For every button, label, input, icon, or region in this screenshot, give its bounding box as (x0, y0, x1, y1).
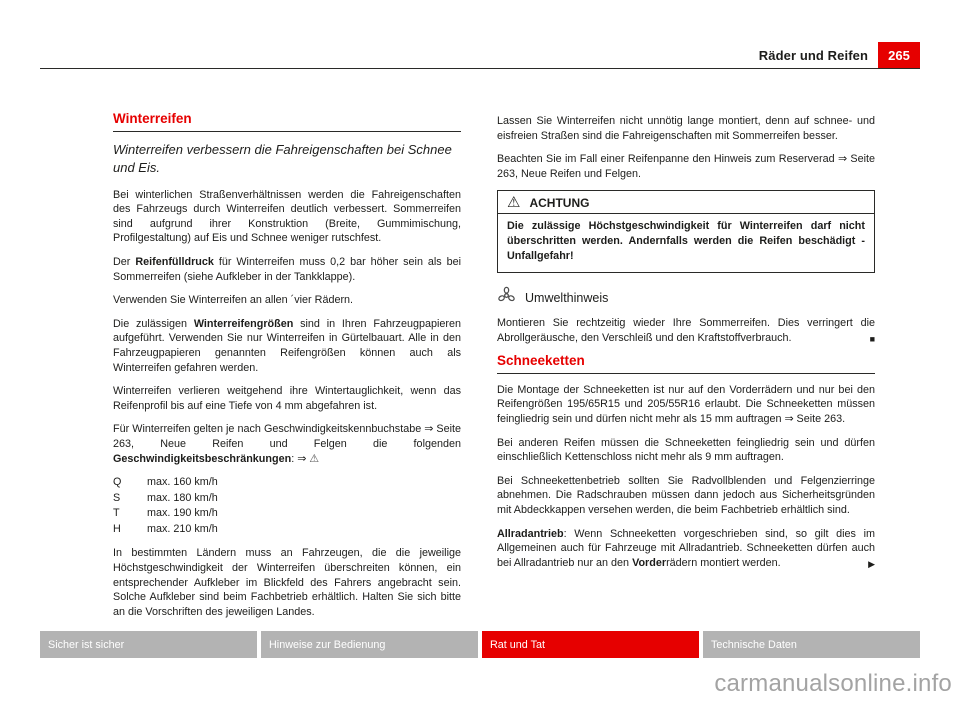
eco-note (497, 286, 875, 345)
paragraph: Bei winterlichen Straßenverhältnissen werden die Fahreigenschaften des Fahrzeugs durch Winterreifen deutlich verbessert. Sommerreifen sind aufgrund ihrer Konstruktion (Breite, Gummimischung, Profilgestaltung) auf Eis und Schnee weniger rutschfest. (113, 188, 461, 245)
end-of-section-marker: ■ (869, 334, 875, 345)
text-run: Montieren Sie rechtzeitig wieder Ihre Sommerreifen. Dies verringert die Abrollgeräusche, den Verschleiß und den Kraftstoffverbrauch. (497, 316, 875, 344)
paragraph: In bestimmten Ländern muss an Fahrzeugen, die die jeweilige Höchstgeschwindigkeit der Winterreifen überschreiten können, ein entsprechender Aufkleber im Blickfeld des Fahrers angebracht sein. Solche Aufkleber sind beim Fachbetrieb erhältlich. Halten Sie sich bitte an die Vorschriften des jeweiligen Landes. (113, 547, 461, 618)
paragraph (113, 317, 461, 375)
paragraph: Bei anderen Reifen müssen die Schneeketten feingliedrig sein und dürfen einschließlich Kettenschloss nicht mehr als 9 mm auftragen. (497, 436, 875, 464)
text-run-bold: Winterreifengrößen (193, 317, 294, 330)
speed-limit: max. 180 km/h (147, 491, 218, 504)
eco-text (497, 316, 875, 345)
speed-row (113, 506, 461, 522)
text-run: sind in Ihren Fahrzeugpapieren aufgeführt. Verwenden Sie nur Winterreifen in Gürtelbauart. Alle in den Fahrzeugpapieren genannten Reifengrößen können auch als Winterreifen gefahren werden. (113, 317, 461, 374)
paragraph: Lassen Sie Winterreifen nicht unnötig lange montiert, denn auf schnee- und eisfreien Straßen sind die Fahreigenschaften mit Sommerreifen besser. (497, 115, 875, 142)
speed-code: S (113, 491, 121, 504)
paragraph: Beachten Sie im Fall einer Reifenpanne den Hinweis zum Reserverad ⇒ Seite 263, Neue Reifen und Felgen. (497, 153, 875, 180)
paragraph: Winterreifen verlieren weitgehend ihre Wintertauglichkeit, wenn das Reifenprofil bis auf eine Tiefe von 4 mm abgefahren ist. (113, 385, 461, 412)
eco-title: Umwelthinweis (525, 290, 609, 305)
text-run: rädern montiert werden. (666, 556, 781, 569)
text-run: Der (113, 255, 136, 268)
watermark: carmanualsonline.info (714, 670, 952, 697)
eco-header (497, 286, 875, 310)
paragraph (113, 422, 461, 466)
section-heading-schneeketten: Schneeketten (497, 354, 875, 374)
warning-box (497, 190, 875, 273)
warning-icon: ⚠ (309, 452, 320, 465)
text-run: : ⇒ (291, 452, 310, 465)
speed-code: T (113, 507, 120, 520)
left-column (113, 112, 461, 628)
paragraph: Die Montage der Schneeketten ist nur auf den Vorderrädern und nur bei den Reifengrößen 195/65R15 und 205/55R16 erlaubt. Die Schneeketten müssen feingliedrig sein und dürfen nicht mehr als 15 mm auftragen ⇒ Seite 263. (497, 383, 875, 425)
text-run-bold: Vorder (632, 556, 667, 569)
continue-marker: ▶ (868, 559, 875, 570)
right-column (497, 114, 875, 579)
speed-row (113, 522, 461, 538)
tab-rat-und-tat[interactable]: Rat und Tat (482, 631, 699, 658)
eco-flower-icon (497, 286, 516, 310)
speed-limit: max. 160 km/h (147, 476, 218, 489)
lead-paragraph: Winterreifen verbessern die Fahreigenschaften bei Schnee und Eis. (113, 141, 452, 175)
tab-hinweise-zur-bedienung[interactable]: Hinweise zur Bedienung (261, 631, 478, 658)
speed-row (113, 491, 461, 507)
paragraph (113, 255, 461, 284)
speed-code: Q (113, 476, 122, 489)
speed-limit: max. 210 km/h (147, 522, 218, 535)
chapter-title: Räder und Reifen (758, 48, 868, 63)
speed-limit: max. 190 km/h (147, 507, 218, 520)
text-run: für Winterreifen muss 0,2 bar höher sein als bei Sommerreifen (siehe Aufkleber in der Tankklappe). (113, 255, 462, 283)
text-run: : Wenn Schneeketten vorgeschrieben sind, so gilt dies im Allgemeinen auch für Fahrzeuge mit Allradantrieb. Schneeketten dürfen auch bei Allradantrieb nur an den (497, 527, 875, 569)
text-run-bold: Reifenfülldruck (135, 255, 214, 268)
header-rule (40, 68, 920, 69)
footer-tab-bar (40, 631, 920, 658)
speed-code: H (113, 522, 121, 535)
paragraph: Bei Schneekettenbetrieb sollten Sie Radvollblenden und Felgenzierringe abnehmen. Die Radschrauben müssen dann jedoch aus Sicherheitsgründen mit Abdeckkappen versehen werden, die beim Fachbetrieb erhältlich sind. (497, 474, 875, 516)
warning-title: ACHTUNG (529, 195, 590, 210)
warning-text: Die zulässige Höchstgeschwindigkeit für Winterreifen darf nicht überschritten werden. Andernfalls werden die Reifen beschädigt - Unfallgefahr! (507, 220, 865, 263)
speed-code-list (113, 475, 461, 537)
tab-sicher-ist-sicher[interactable]: Sicher ist sicher (40, 631, 257, 658)
section-heading-winterreifen: Winterreifen (113, 112, 461, 132)
warning-header (498, 191, 874, 214)
page-number-badge: 265 (878, 42, 920, 68)
text-run-bold: Allradantrieb (497, 527, 564, 540)
speed-row (113, 475, 461, 491)
warning-icon: ⚠ (507, 194, 521, 212)
tab-technische-daten[interactable]: Technische Daten (703, 631, 920, 658)
paragraph (497, 527, 875, 571)
paragraph: Verwenden Sie Winterreifen an allen ´vier Rädern. (113, 294, 354, 307)
text-run: Für Winterreifen gelten je nach Geschwindigkeitskennbuchstabe ⇒ Seite 263, Neue Reifen und Felgen die folgenden (113, 423, 461, 450)
text-run-bold: Geschwindigkeitsbeschränkungen (113, 452, 292, 465)
text-run: Die zulässigen (113, 317, 194, 330)
